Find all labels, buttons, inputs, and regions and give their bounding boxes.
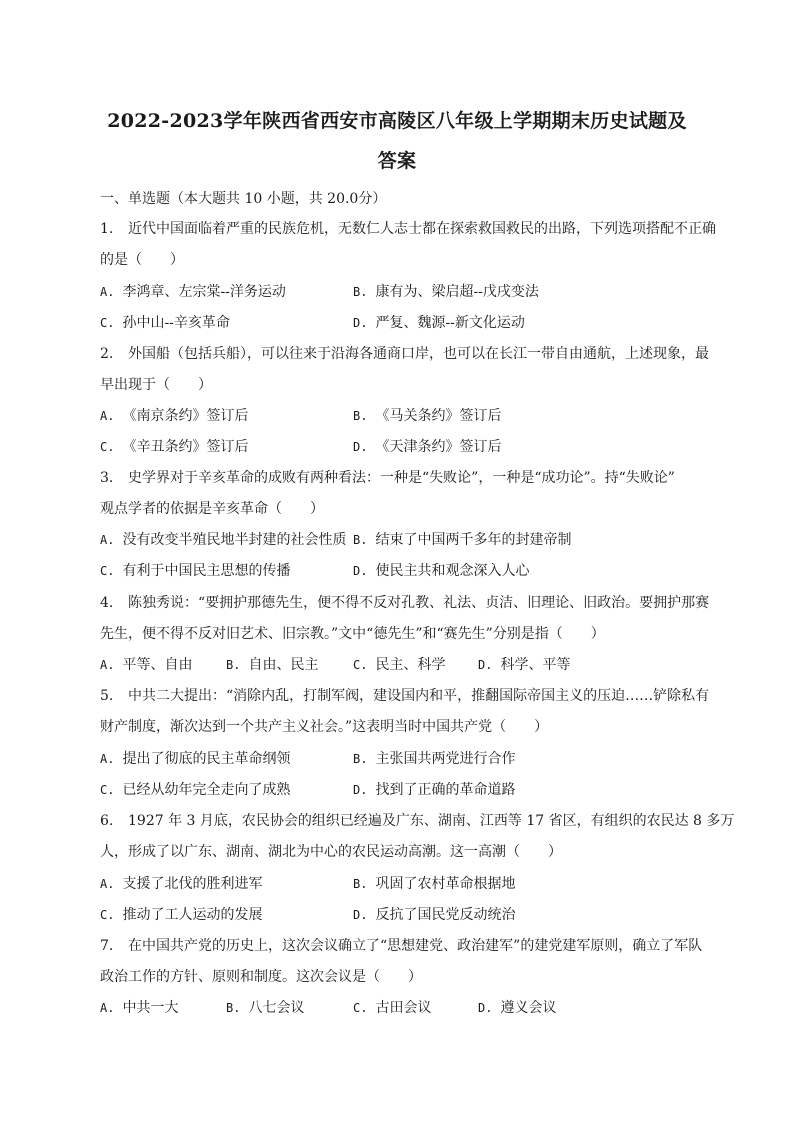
option-a[interactable]: A. 《南京条约》签订后 — [100, 408, 249, 424]
question-text: 外国船（包括兵船），可以往来于沿海各通商口岸，也可以在长江一带自由通航，上述现象，最 — [128, 346, 709, 362]
option-c[interactable]: C. 推动了工人运动的发展 — [100, 907, 263, 923]
option-b[interactable]: B. 自由、民主 — [226, 657, 319, 673]
option-a[interactable]: A. 中共一大 — [100, 1000, 179, 1016]
option-d[interactable]: D. 找到了正确的革命道路 — [353, 782, 516, 798]
question-2-stem-cont: 早出现于（ ） — [100, 377, 212, 393]
question-7-stem-cont: 政治工作的方针、原则和制度。这次会议是（ ） — [100, 969, 422, 985]
option-c[interactable]: C. 已经从幼年完全走向了成熟 — [100, 782, 291, 798]
option-d[interactable]: D. 严复、魏源--新文化运动 — [353, 315, 525, 331]
option-d[interactable]: D. 《天津条约》签订后 — [353, 439, 502, 455]
option-b[interactable]: B. 康有为、梁启超--戊戌变法 — [353, 284, 539, 300]
question-5-stem-cont: 财产制度，渐次达到一个共产主义社会。”这表明当时中国共产党（ ） — [100, 719, 549, 735]
option-c[interactable]: C. 民主、科学 — [353, 657, 446, 673]
question-number: 7. — [100, 938, 114, 954]
question-text: 中共二大提出：“消除内乱，打制军阀，建设国内和平，推翻国际帝国主义的压迫……铲除私有 — [128, 688, 710, 704]
question-3-stem — [100, 467, 675, 487]
option-a[interactable]: A. 李鸿章、左宗棠--洋务运动 — [100, 284, 286, 300]
question-6-stem — [100, 810, 734, 830]
option-c[interactable]: C. 《辛丑条约》签订后 — [100, 439, 249, 455]
option-a[interactable]: A. 支援了北伐的胜利进军 — [100, 876, 263, 892]
question-text: 陈独秀说：“要拥护那德先生，便不得不反对孔教、礼法、贞洁、旧理论、旧政治。要拥护那赛 — [128, 595, 710, 611]
option-d[interactable]: D. 反抗了国民党反动统治 — [353, 907, 516, 923]
option-d[interactable]: D. 遵义会议 — [478, 1000, 557, 1016]
question-text: 近代中国面临着严重的民族危机，无数仁人志士都在探索救国救民的出路，下列选项搭配不正确 — [128, 221, 716, 237]
question-3-stem-cont: 观点学者的依据是辛亥革命（ ） — [100, 501, 324, 517]
question-number: 6. — [100, 813, 114, 829]
question-1-stem-cont: 的是（ ） — [100, 252, 184, 268]
option-d[interactable]: D. 科学、平等 — [478, 657, 571, 673]
option-b[interactable]: B. 主张国共两党进行合作 — [353, 751, 516, 767]
option-d[interactable]: D. 使民主共和观念深入人心 — [353, 563, 530, 579]
question-number: 1. — [100, 221, 114, 237]
question-4-stem-cont: 先生，便不得不反对旧艺术、旧宗教。”文中“德先生”和“赛先生”分别是指（ ） — [100, 626, 605, 642]
question-text: 1927 年 3 月底，农民协会的组织已经遍及广东、湖南、江西等 17 省区，有组织的农民达 8 多万 — [128, 813, 735, 829]
document-title: 2022-2023学年陕西省西安市高陵区八年级上学期期末历史试题及 — [107, 110, 687, 132]
option-a[interactable]: A. 平等、自由 — [100, 657, 193, 673]
option-b[interactable]: B. 结束了中国两千多年的封建帝制 — [353, 532, 572, 548]
question-number: 2. — [100, 346, 114, 362]
option-b[interactable]: B. 八七会议 — [226, 1000, 305, 1016]
option-b[interactable]: B. 巩固了农村革命根据地 — [353, 876, 516, 892]
option-a[interactable]: A. 提出了彻底的民主革命纲领 — [100, 751, 291, 767]
question-text: 史学界对于辛亥革命的成败有两种看法：一种是“失败论”，一种是“成功论”。持“失败论” — [128, 470, 675, 486]
option-a[interactable]: A. 没有改变半殖民地半封建的社会性质 — [100, 532, 347, 548]
option-c[interactable]: C. 孙中山--辛亥革命 — [100, 315, 230, 331]
question-number: 5. — [100, 688, 114, 704]
question-4-stem — [100, 592, 709, 612]
section-heading: 一、单选题（本大题共 10 小题，共 20.0分） — [100, 191, 387, 207]
question-5-stem — [100, 685, 709, 705]
question-text: 在中国共产党的历史上，这次会议确立了“思想建党、政治建军”的建党建军原则，确立了军队 — [128, 938, 703, 954]
question-2-stem — [100, 343, 709, 363]
question-number: 4. — [100, 595, 114, 611]
document-title-continued: 答案 — [377, 150, 417, 172]
option-c[interactable]: C. 古田会议 — [353, 1000, 432, 1016]
question-number: 3. — [100, 470, 114, 486]
question-7-stem — [100, 935, 702, 955]
option-c[interactable]: C. 有利于中国民主思想的传播 — [100, 563, 291, 579]
question-6-stem-cont: 人，形成了以广东、湖南、湖北为中心的农民运动高潮。这一高潮（ ） — [100, 844, 562, 860]
question-1-stem — [100, 218, 716, 238]
option-b[interactable]: B. 《马关条约》签订后 — [353, 408, 502, 424]
